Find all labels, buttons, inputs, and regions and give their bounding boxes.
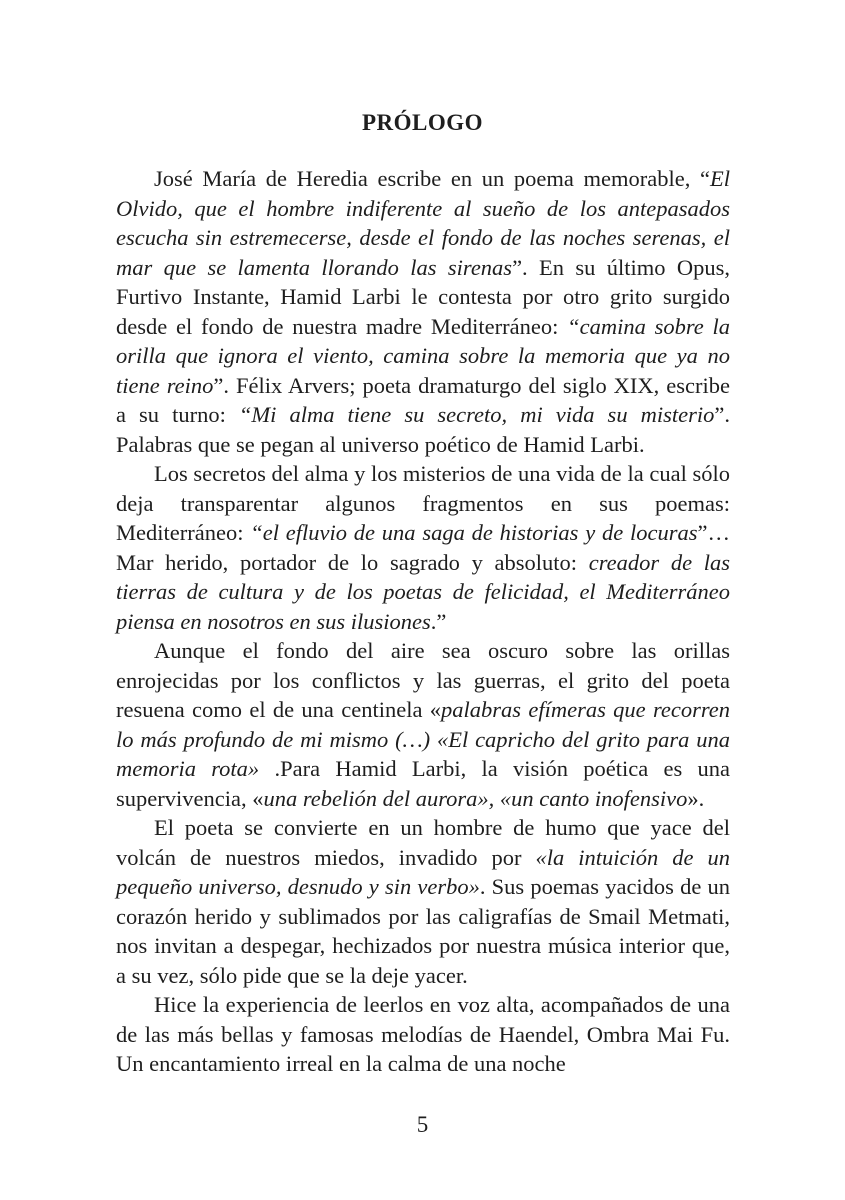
italic-quote: creador de las tierras de cultura y de los poetas de felicidad, el Mediterráneo piensa en nosotros en sus ilusiones <box>116 549 730 634</box>
text-run: Los secretos del alma y los misterios de una vida de la cual sólo deja transparentar algunos fragmentos en sus poemas: Mediterráneo: <box>116 461 730 545</box>
paragraph-4 <box>116 813 730 990</box>
italic-quote: “camina sobre la orilla que ignora el viento, camina sobre la memoria que ya no tiene reino <box>116 313 730 398</box>
text-run: ». <box>687 785 705 811</box>
paragraph-3 <box>116 636 730 813</box>
text-run: El poeta se convierte en un hombre de humo que yace del volcán de nuestros miedos, invadido por <box>116 815 730 870</box>
text-run: ”… Mar herido, portador de lo sagrado y absoluto: <box>116 520 730 575</box>
text-run: .Para Hamid Larbi, la visión poética es una supervivencia, « <box>116 756 730 811</box>
text-run: Aunque el fondo del aire sea oscuro sobre las orillas enrojecidas por los conflictos y las guerras, el grito del poeta resuena como el de una centinela « <box>116 638 730 722</box>
page-title: PRÓLOGO <box>361 110 484 135</box>
text-run: . Sus poemas yacidos de un corazón herido y sublimados por las caligrafías de Smail Metmati, nos invitan a despegar, hechizados por nuestra música interior que, a su vez, sólo pide que se la deje yacer. <box>116 874 730 988</box>
text-run: ”. Félix Arvers; poeta dramaturgo del siglo XIX, escribe a su turno: <box>116 372 730 427</box>
italic-quote: “el efluvio de una saga de historias y de locuras <box>250 520 698 545</box>
italic-quote: «la intuición de un pequeño universo, desnudo y sin verbo» <box>116 844 730 899</box>
text-run: ”. Palabras que se pegan al universo poético de Hamid Larbi. <box>116 402 730 457</box>
prologue-body <box>116 164 730 1079</box>
paragraph-2 <box>116 459 730 636</box>
italic-quote: una rebelión del aurora», «un canto inofensivo <box>263 785 688 811</box>
paragraph-5 <box>116 990 730 1079</box>
italic-quote: “Mi alma tiene su secreto, mi vida su misterio <box>238 402 715 427</box>
text-run: José María de Heredia escribe en un poema memorable, “ <box>154 166 710 191</box>
text-run: .” <box>430 608 447 634</box>
page-number: 5 <box>416 1112 429 1137</box>
italic-quote: palabras efímeras que recorren lo más profundo de mi mismo (…) «El capricho del grito para una memoria rota» <box>116 697 731 781</box>
text-run: Hice la experiencia de leerlos en voz alta, acompañados de una de las más bellas y famosas melodías de Haendel, Ombra Mai Fu. Un encantamiento irreal en la calma de una noche <box>116 992 730 1076</box>
italic-quote: El Olvido, que el hombre indiferente al sueño de los antepasados escucha sin estremecerse, desde el fondo de las noches serenas, el mar que se lamenta llorando las sirenas <box>116 166 730 280</box>
text-run: ”. En su último Opus, Furtivo Instante, Hamid Larbi le contesta por otro grito surgido desde el fondo de nuestra madre Mediterráneo: <box>116 254 730 339</box>
paragraph-1 <box>116 164 730 459</box>
